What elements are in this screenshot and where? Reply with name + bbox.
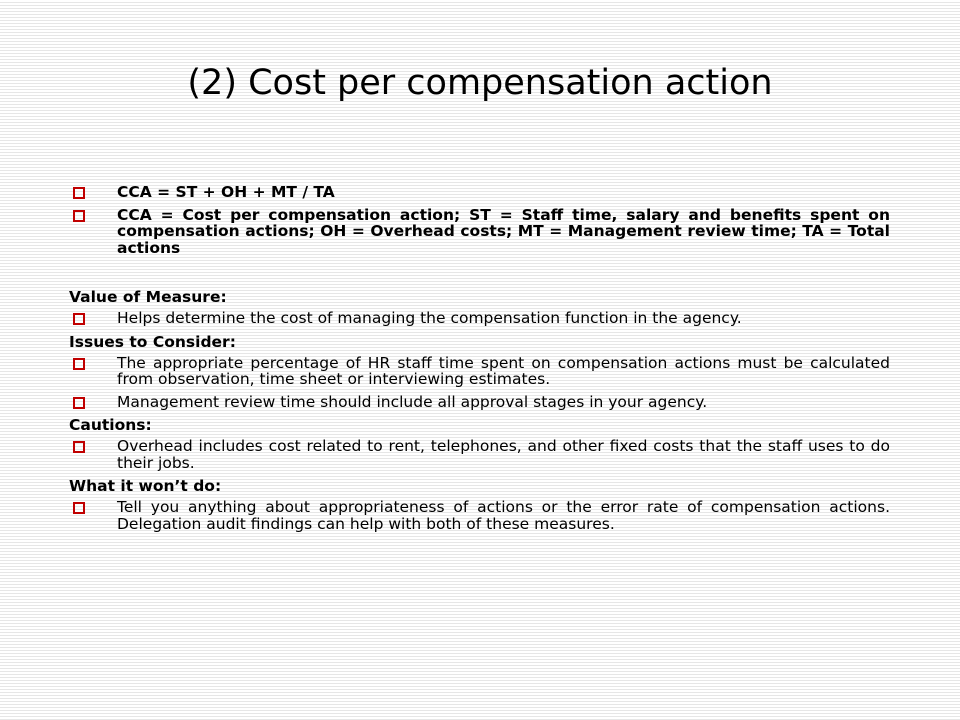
hollow-square-bullet-icon bbox=[73, 210, 85, 222]
hollow-square-bullet-icon bbox=[73, 397, 85, 409]
issues-text-2: Management review time should include all approval stages in your agency. bbox=[117, 392, 708, 411]
cautions-heading: Cautions: bbox=[69, 416, 152, 434]
formula-text: CCA = ST + OH + MT / TA bbox=[117, 183, 335, 201]
wont-do-heading: What it won’t do: bbox=[69, 477, 222, 495]
formula-bullet bbox=[69, 184, 890, 201]
wont-do-bullet bbox=[69, 499, 890, 532]
hollow-square-bullet-icon bbox=[73, 313, 85, 325]
value-of-measure-bullet bbox=[69, 310, 890, 327]
hollow-square-bullet-icon bbox=[73, 358, 85, 370]
hollow-square-bullet-icon bbox=[73, 502, 85, 514]
issues-bullet bbox=[69, 355, 890, 388]
cautions-text: Overhead includes cost related to rent, telephones, and other fixed costs that the staff uses to do their jobs. bbox=[117, 437, 890, 472]
wont-do-text: Tell you anything about appropriateness of actions or the error rate of compensation actions. Delegation audit findings can help with both of these measures. bbox=[117, 498, 890, 533]
issues-heading: Issues to Consider: bbox=[69, 332, 236, 351]
issues-bullet bbox=[69, 394, 890, 411]
definitions-text: CCA = Cost per compensation action; ST = Staff time, salary and benefits spent on compensation actions; OH = Overhead costs; MT = Management review time; TA = Total actions bbox=[117, 205, 890, 257]
hollow-square-bullet-icon bbox=[73, 441, 85, 453]
definitions-bullet bbox=[69, 207, 890, 257]
value-of-measure-text: Helps determine the cost of managing the compensation function in the agency. bbox=[117, 309, 742, 327]
cautions-bullet bbox=[69, 438, 890, 471]
hollow-square-bullet-icon bbox=[73, 187, 85, 199]
spacer bbox=[69, 262, 890, 282]
slide-title: (2) Cost per compensation action bbox=[187, 63, 773, 103]
slide-content bbox=[69, 184, 890, 538]
value-of-measure-heading: Value of Measure: bbox=[69, 288, 227, 306]
issues-text-1: The appropriate percentage of HR staff time spent on compensation actions must be calculated from observation, time sheet or interviewing estimates. bbox=[117, 353, 890, 388]
